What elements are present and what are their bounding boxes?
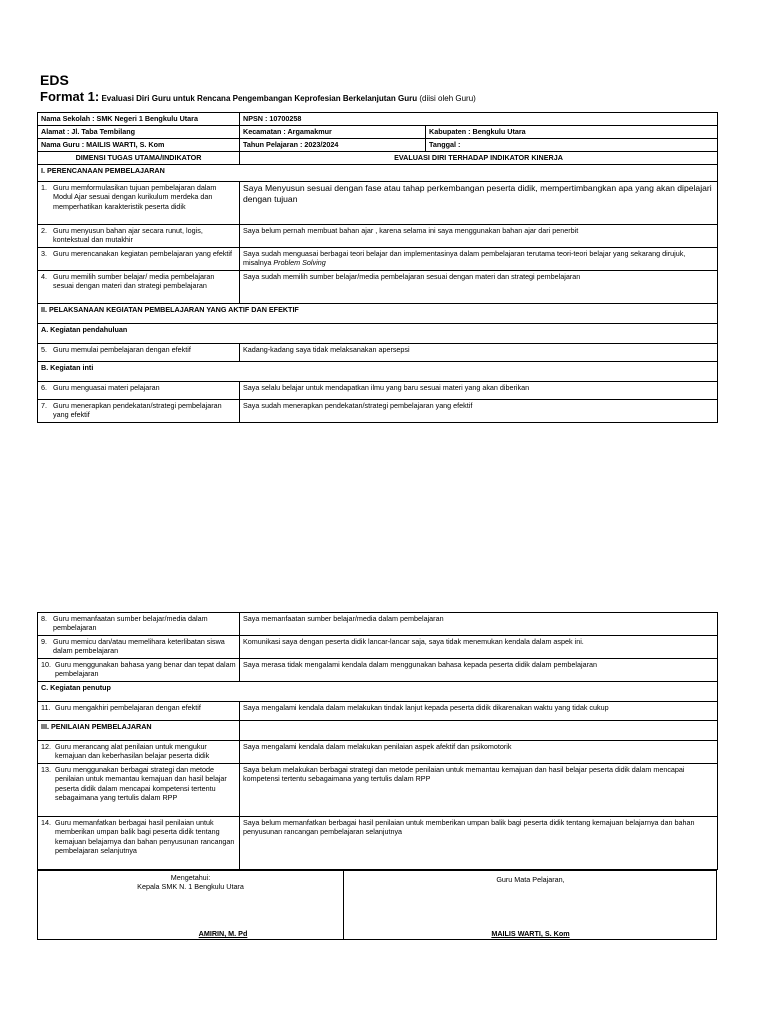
evaluation-text: Saya selalu belajar untuk mendapatkan ilmu yang baru sesuai materi yang akan diberikan [240, 382, 718, 400]
evaluation-text: Saya belum pernah membuat bahan ajar , karena selama ini saya menggunakan bahan ajar dari penerbit [240, 225, 718, 248]
signature-left-name: AMIRIN, M. Pd [198, 929, 248, 938]
table-row: 1. Guru memformulasikan tujuan pembelajaran dalam Modul Ajar sesuai dengan kurikulum merdeka dan memperhatikan karakteristik peserta didik Saya Menyusun sesuai dengan fase atau tahap perkembangan peserta didik, mempertimbangkan apa yang akan dipelajari dengan tujuan [38, 182, 718, 225]
table-row: 7. Guru menerapkan pendekatan/strategi pembelajaran yang efektif Saya sudah menerapkan pendekatan/strategi pembelajaran yang efektif [38, 400, 718, 423]
section-title: I. PERENCANAAN PEMBELAJARAN [38, 165, 718, 182]
info-school: Nama Sekolah : SMK Negeri 1 Bengkulu Utara [38, 113, 240, 126]
section-title: III. PENILAIAN PEMBELAJARAN [38, 721, 240, 741]
evaluation-text: Saya sudah memilih sumber belajar/media pembelajaran sesuai dengan materi dan strategi pembelajaran [240, 271, 718, 304]
table-row: 13. Guru menggunakan berbagai strategi dan metode penilaian untuk memantau kemajuan dan hasil belajar peserta didik dalam mencapai kompetensi tertentu sebagaimana yang tertulis dalam RPP Saya belum melakukan berbagai strategi dan metode penilaian untuk memantau kemajuan dan hasil belajar peserta didik dalam mencapai kompetensi tertentu sebagaimana yang tertulis dalam RPP [38, 764, 718, 817]
signature-block [37, 870, 717, 940]
evaluation-text: Saya mengalami kendala dalam melakukan penilaian aspek afektif dan psikomotorik [240, 741, 718, 764]
indicator-text: Guru menyusun bahan ajar secara runut, logis, kontekstual dan mutakhir [53, 226, 203, 245]
subsection-title: A. Kegiatan pendahuluan [38, 324, 718, 344]
doc-code: EDS [40, 72, 69, 88]
evaluation-text: Saya sudah menguasai berbagai teori belajar dan implementasinya dalam pembelajaran terutama teori-teori belajar yang sekarang dirujuk, misalnya [243, 249, 686, 268]
evaluation-cell [240, 248, 718, 271]
indicator-text: Guru menerapkan pendekatan/strategi pembelajaran yang efektif [53, 401, 222, 420]
evaluation-text: Saya belum melakukan berbagai strategi dan metode penilaian untuk memantau kemajuan dan hasil belajar peserta didik dalam mencapai kompetensi tertentu sebagaimana yang tertulis dalam RPP [240, 764, 718, 817]
evaluation-text: Saya merasa tidak mengalami kendala dalam menggunakan bahasa kepada peserta didik dalam pembelajaran [240, 659, 718, 682]
format-note: (diisi oleh Guru) [419, 94, 476, 103]
evaluation-text: Saya sudah menerapkan pendekatan/strategi pembelajaran yang efektif [240, 400, 718, 423]
indicator-text: Guru menggunakan berbagai strategi dan metode penilaian untuk memantau kemajuan dan hasil belajar peserta didik dalam mencapai kompetensi tertentu sebagaimana yang tertulis dalam RPP [55, 765, 227, 803]
table-row: 4. Guru memilih sumber belajar/ media pembelajaran sesuai dengan materi dan strategi pembelajaran Saya sudah memilih sumber belajar/media pembelajaran sesuai dengan materi dan strategi pembelajaran [38, 271, 718, 304]
section-title: II. PELAKSANAAN KEGIATAN PEMBELAJARAN YANG AKTIF DAN EFEKTIF [38, 304, 718, 324]
indicator-text: Guru mengakhiri pembelajaran dengan efektif [55, 703, 201, 712]
indicator-text: Guru merencanakan kegiatan pembelajaran yang efektif [53, 249, 232, 258]
format-title: Evaluasi Diri Guru untuk Rencana Pengembangan Keprofesian Berkelanjutan Guru [101, 94, 418, 103]
evaluation-emphasis: Problem Solving [273, 258, 326, 268]
col-header-indicator: DIMENSI TUGAS UTAMA/INDIKATOR [38, 152, 240, 165]
signature-right-name: MAILIS WARTI, S. Kom [491, 929, 570, 938]
indicator-text: Guru memulai pembelajaran dengan efektif [53, 345, 191, 354]
subsection-title: C. Kegiatan penutup [38, 682, 718, 702]
format-label: Format 1: [40, 89, 100, 104]
subsection-title: B. Kegiatan inti [38, 362, 718, 382]
indicator-text: Guru memanfaatan sumber belajar/media dalam pembelajaran [53, 614, 208, 633]
info-address: Alamat : Jl. Taba Tembilang [38, 126, 240, 139]
indicator-text: Guru menggunakan bahasa yang benar dan tepat dalam pembelajaran [55, 660, 236, 679]
evaluation-text: Saya mengalami kendala dalam melakukan tindak lanjut kepada peserta didik dikarenakan waktu yang tidak cukup [240, 702, 718, 721]
info-year: Tahun Pelajaran : 2023/2024 [240, 139, 426, 152]
table-row: 2. Guru menyusun bahan ajar secara runut, logis, kontekstual dan mutakhir Saya belum pernah membuat bahan ajar , karena selama ini saya menggunakan bahan ajar dari penerbit [38, 225, 718, 248]
table-row: 5. Guru memulai pembelajaran dengan efektif Kadang-kadang saya tidak melaksanakan apersepsi [38, 344, 718, 362]
table-row: 9. Guru memicu dan/atau memelihara keterlibatan siswa dalam pembelajaran Komunikasi saya dengan peserta didik lancar-lancar saja, saya tidak menemukan kendala dalam aspek ini. [38, 636, 718, 659]
evaluation-table-page2 [37, 612, 718, 870]
evaluation-text: Kadang-kadang saya tidak melaksanakan apersepsi [240, 344, 718, 362]
indicator-text: Guru memanfatkan berbagai hasil penilaian untuk memberikan umpan balik bagi peserta didik tentang kemajuan belajarnya dan bahan penyusunan rancangan pembelajaran selanjutnya [55, 818, 235, 856]
indicator-text: Guru merancang alat penilaian untuk mengukur kemajuan dan keberhasilan belajar peserta didik [55, 742, 210, 761]
indicator-text: Guru memformulasikan tujuan pembelajaran dalam Modul Ajar sesuai dengan kurikulum merdeka dan memperhatikan karakteristik peserta didik [53, 183, 217, 211]
info-date: Tanggal : [426, 139, 718, 152]
info-npsn: NPSN : 10700258 [240, 113, 718, 126]
indicator-text: Guru memicu dan/atau memelihara keterlibatan siswa dalam pembelajaran [53, 637, 225, 656]
table-row: 3. Guru merencanakan kegiatan pembelajaran yang efektif Saya sudah menguasai berbagai teori belajar dan implementasinya dalam pembelajaran terutama teori-teori belajar yang sekarang dirujuk, misalnya Problem Solving [38, 248, 718, 271]
format-heading [40, 89, 476, 104]
evaluation-table-page1 [37, 112, 718, 423]
table-row: 6. Guru menguasai materi pelajaran Saya selalu belajar untuk mendapatkan ilmu yang baru sesuai materi yang akan diberikan [38, 382, 718, 400]
info-teacher: Nama Guru : MAILIS WARTI, S. Kom [38, 139, 240, 152]
info-district: Kecamatan : Argamakmur [240, 126, 426, 139]
info-regency: Kabupaten : Bengkulu Utara [426, 126, 718, 139]
table-row: 11. Guru mengakhiri pembelajaran dengan efektif Saya mengalami kendala dalam melakukan tindak lanjut kepada peserta didik dikarenakan waktu yang tidak cukup [38, 702, 718, 721]
table-row: 14. Guru memanfatkan berbagai hasil penilaian untuk memberikan umpan balik bagi peserta didik tentang kemajuan belajarnya dan bahan penyusunan rancangan pembelajaran selanjutnya Saya belum memanfatkan berbagai hasil penilaian untuk memberikan umpan balik bagi peserta didik tentang kemajuan belajarnya dan bahan penyusunan rancangan pembelajaran selanjutnya [38, 817, 718, 870]
signature-left-caption: Mengetahui: Kepala SMK N. 1 Bengkulu Utara [137, 873, 244, 891]
indicator-text: Guru menguasai materi pelajaran [53, 383, 160, 392]
evaluation-text: Komunikasi saya dengan peserta didik lancar-lancar saja, saya tidak menemukan kendala dalam aspek ini. [240, 636, 718, 659]
evaluation-text: Saya memanfaatan sumber belajar/media dalam pembelajaran [240, 613, 718, 636]
table-row: 8. Guru memanfaatan sumber belajar/media dalam pembelajaran Saya memanfaatan sumber belajar/media dalam pembelajaran [38, 613, 718, 636]
col-header-evaluation: EVALUASI DIRI TERHADAP INDIKATOR KINERJA [240, 152, 718, 165]
indicator-text: Guru memilih sumber belajar/ media pembelajaran sesuai dengan materi dan strategi pembelajaran [53, 272, 215, 291]
table-row: 12. Guru merancang alat penilaian untuk mengukur kemajuan dan keberhasilan belajar peserta didik Saya mengalami kendala dalam melakukan penilaian aspek afektif dan psikomotorik [38, 741, 718, 764]
signature-right-role: Guru Mata Pelajaran, [496, 875, 565, 884]
table-row: 10. Guru menggunakan bahasa yang benar dan tepat dalam pembelajaran Saya merasa tidak mengalami kendala dalam menggunakan bahasa kepada peserta didik dalam pembelajaran [38, 659, 718, 682]
evaluation-text: Saya belum memanfatkan berbagai hasil penilaian untuk memberikan umpan balik bagi peserta didik tentang kemajuan belajarnya dan bahan penyusunan rancangan pembelajaran selanjutnya [240, 817, 718, 870]
evaluation-text: Saya Menyusun sesuai dengan fase atau tahap perkembangan peserta didik, mempertimbangkan apa yang akan dipelajari dengan tujuan [240, 182, 718, 225]
